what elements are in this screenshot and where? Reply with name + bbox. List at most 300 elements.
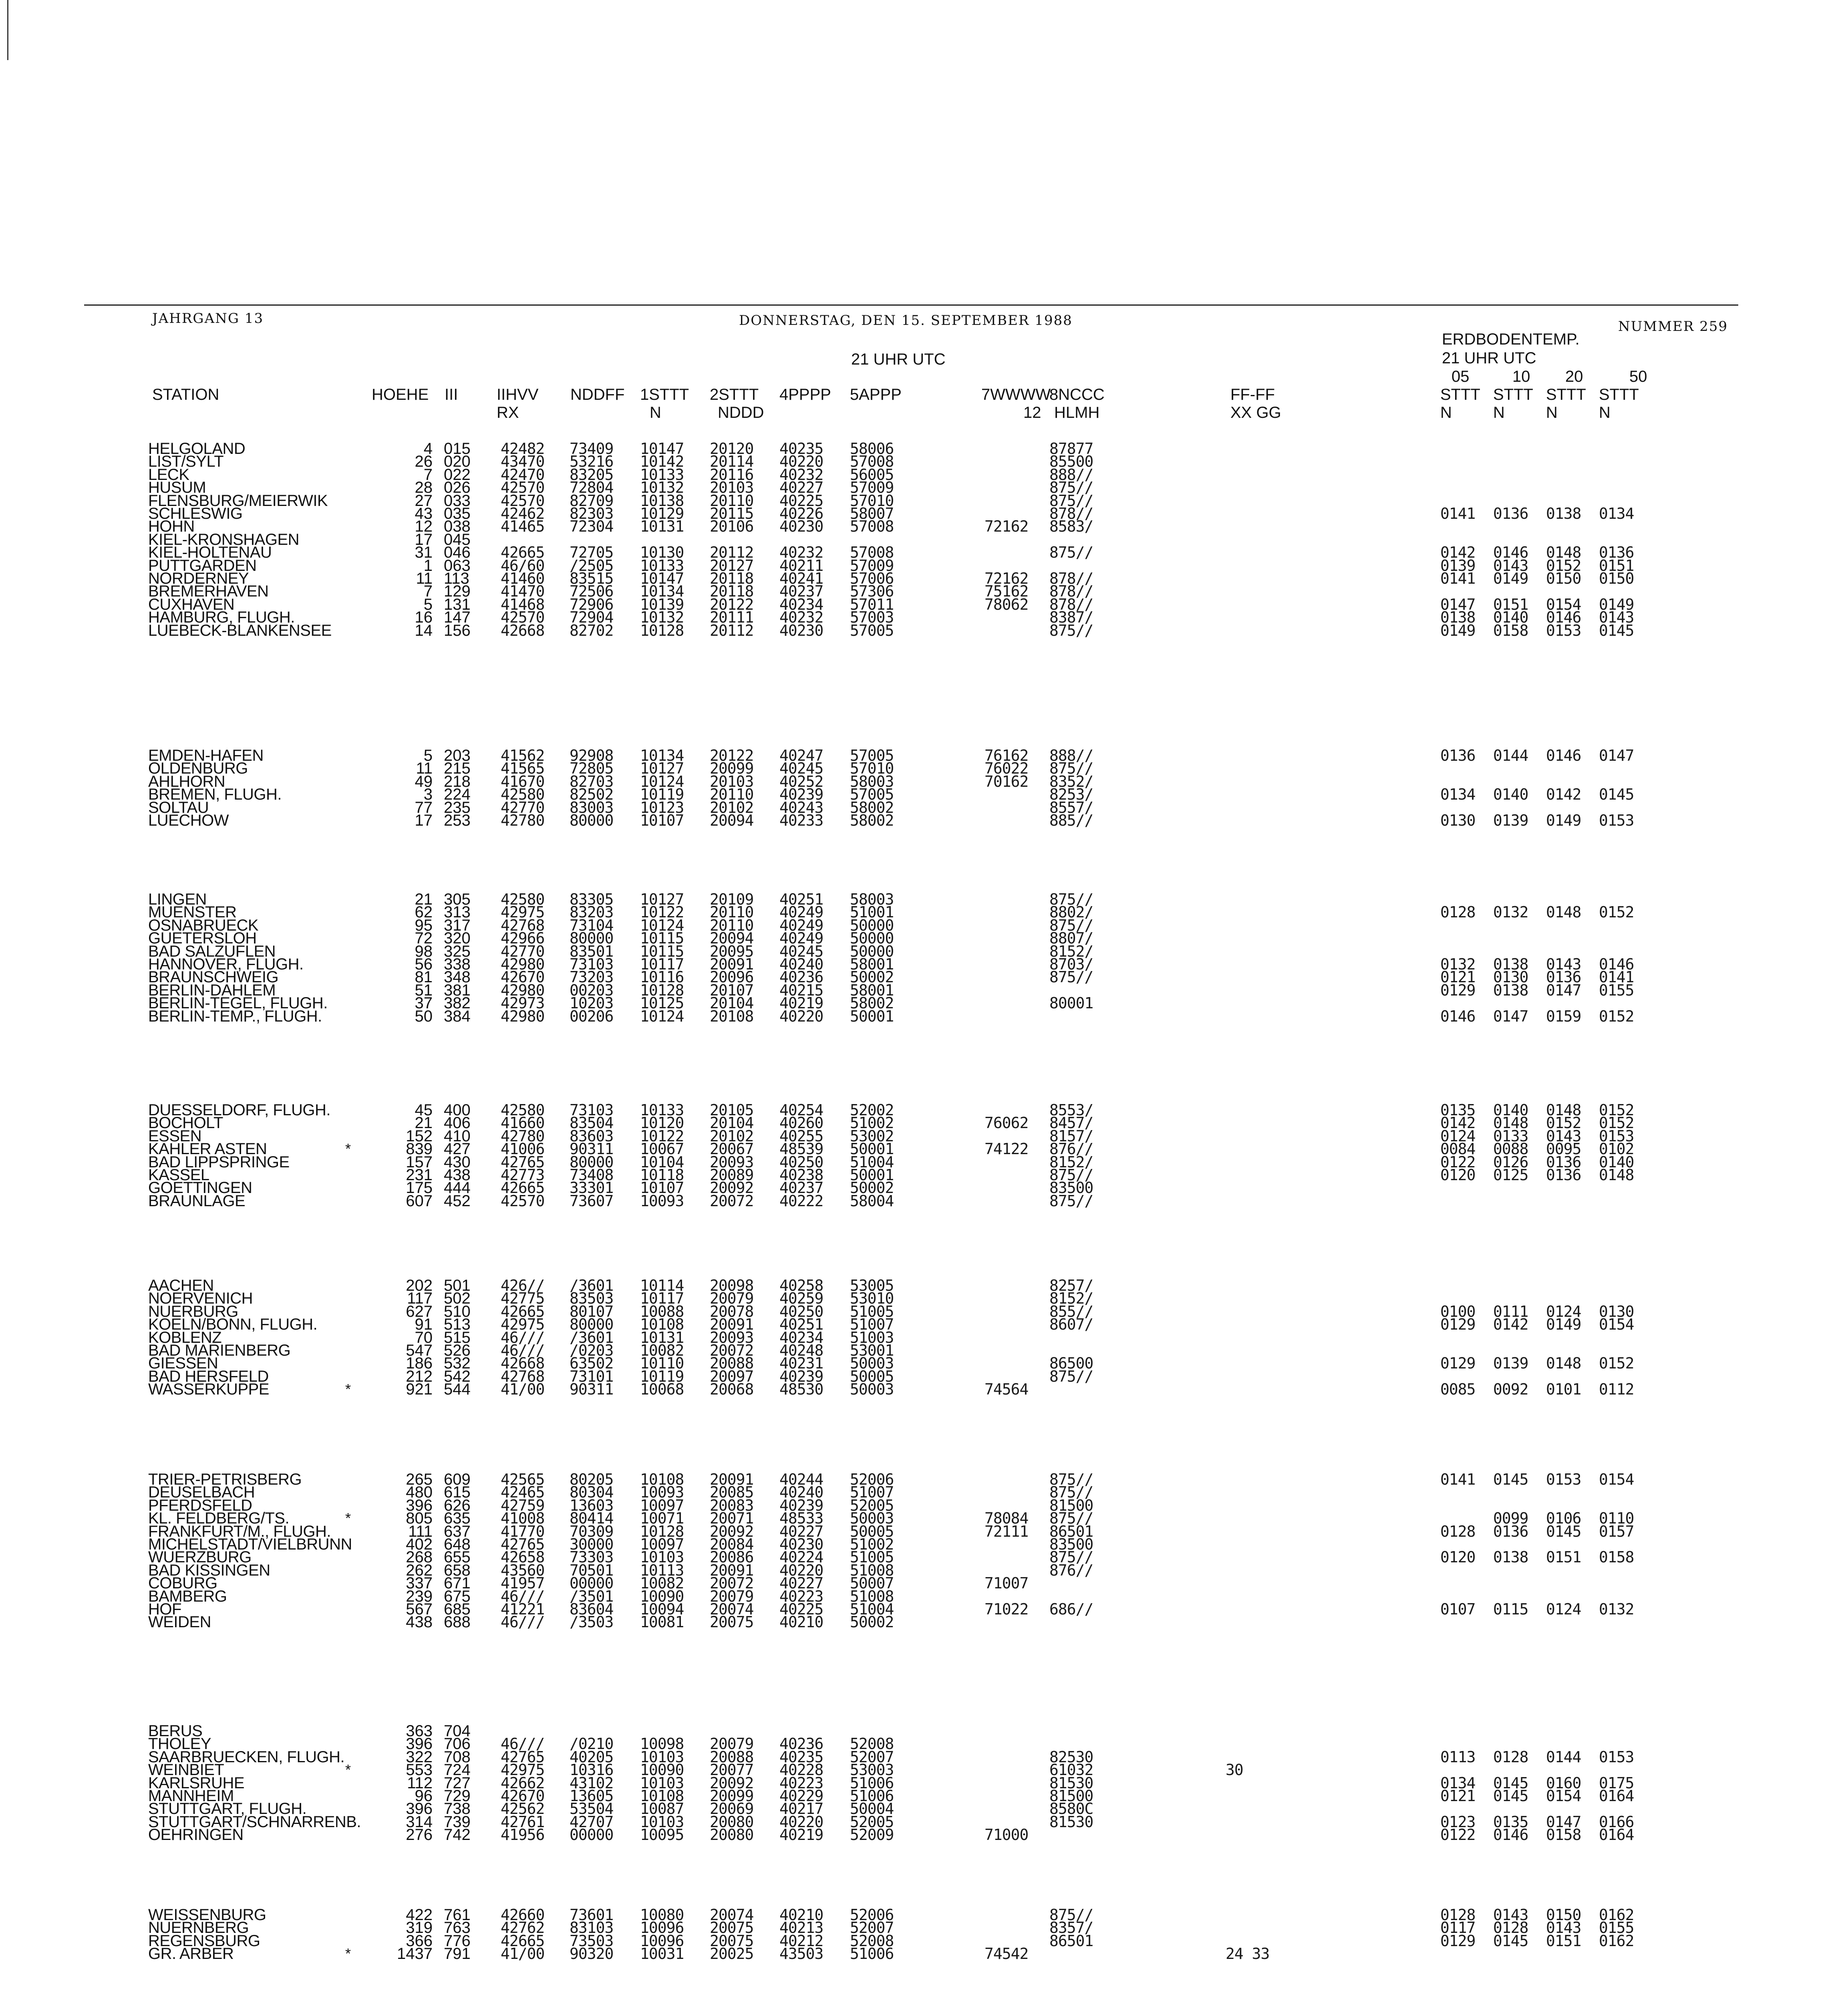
obs-value: 80001 — [1049, 994, 1093, 1012]
obs-value: 51004 — [850, 1600, 894, 1618]
obs-value: 40219 — [779, 994, 823, 1012]
obs-value: 875// — [1049, 1471, 1093, 1488]
obs-value: 0147 — [1493, 1007, 1528, 1025]
station-height: 49 — [415, 772, 433, 790]
table-row — [0, 454, 1848, 469]
obs-value: 72304 — [570, 518, 614, 536]
station-index: 724 — [444, 1761, 471, 1779]
obs-value: 50002 — [850, 1613, 894, 1631]
obs-value: 42465 — [501, 1483, 545, 1501]
station-name: BERLIN-TEGEL, FLUGH. — [148, 994, 328, 1012]
obs-value: 0121 — [1440, 1787, 1476, 1805]
obs-value: 20091 — [710, 1471, 754, 1488]
obs-value: 875// — [1049, 492, 1093, 510]
obs-value: 10139 — [640, 595, 684, 613]
obs-value: 71022 — [984, 1600, 1029, 1618]
obs-value: 0164 — [1599, 1787, 1634, 1805]
obs-value: 42759 — [501, 1496, 545, 1514]
obs-value: 0140 — [1493, 786, 1528, 804]
obs-value: 58006 — [850, 440, 894, 457]
obs-value: 20112 — [710, 544, 754, 562]
station-height: 37 — [415, 994, 433, 1012]
station-height: 50 — [415, 1007, 433, 1025]
table-row — [0, 918, 1848, 933]
obs-value: 51006 — [850, 1787, 894, 1805]
obs-value: 10031 — [640, 1945, 684, 1963]
obs-value: 40249 — [779, 916, 823, 934]
obs-value: 20093 — [710, 1153, 754, 1171]
obs-value: 83203 — [570, 903, 614, 921]
obs-value: 42670 — [501, 1787, 545, 1805]
station-name: BAD HERSFELD — [148, 1367, 269, 1385]
col-c1-bottom: RX — [497, 404, 519, 421]
station-height: 186 — [406, 1354, 433, 1372]
obs-value: 0095 — [1546, 1140, 1581, 1158]
obs-value: 40237 — [779, 1179, 823, 1197]
obs-value: 878// — [1049, 582, 1093, 600]
obs-value: 42768 — [501, 916, 545, 934]
obs-value: 888// — [1049, 465, 1093, 484]
table-row — [0, 1382, 1848, 1396]
obs-value: 0112 — [1599, 1380, 1634, 1398]
obs-value: 10088 — [640, 1302, 684, 1320]
obs-value: 83515 — [570, 570, 614, 587]
obs-value: 40239 — [779, 1496, 823, 1514]
obs-value: 80414 — [570, 1509, 614, 1527]
obs-value: 41670 — [501, 772, 545, 790]
obs-value: 0175 — [1599, 1774, 1634, 1792]
station-name: LIST/SYLT — [148, 453, 224, 471]
station-height: 262 — [406, 1561, 433, 1579]
obs-value: 0128 — [1440, 1906, 1476, 1924]
station-name: BRAUNSCHWEIG — [148, 968, 279, 986]
col-station: STATION — [152, 386, 219, 403]
obs-value: 10119 — [640, 1367, 684, 1385]
obs-value: 0158 — [1546, 1826, 1581, 1844]
station-height: 396 — [406, 1735, 433, 1753]
obs-value: 40220 — [779, 1007, 823, 1025]
obs-value: 40230 — [779, 1535, 823, 1553]
obs-value: 20112 — [710, 621, 754, 639]
obs-value: 0138 — [1493, 955, 1528, 973]
obs-value: 10116 — [640, 968, 684, 986]
obs-value: 50003 — [850, 1380, 894, 1398]
obs-value: 0128 — [1493, 1748, 1528, 1766]
station-height: 202 — [406, 1277, 433, 1294]
station-height: 1437 — [397, 1945, 433, 1963]
obs-value: 57009 — [850, 479, 894, 497]
obs-value: 875// — [1049, 760, 1093, 778]
obs-value: 10134 — [640, 747, 684, 764]
table-row — [0, 1563, 1848, 1578]
station-index: 688 — [444, 1613, 471, 1631]
station-index: 635 — [444, 1509, 471, 1527]
obs-value: 0139 — [1493, 812, 1528, 829]
obs-value: 50001 — [850, 1007, 894, 1025]
obs-value: 10082 — [640, 1574, 684, 1592]
station-name: GOETTINGEN — [148, 1179, 252, 1197]
obs-value: 42975 — [501, 1761, 545, 1779]
obs-value: 51005 — [850, 1548, 894, 1566]
station-index: 406 — [444, 1114, 471, 1132]
obs-value: 57008 — [850, 518, 894, 536]
obs-value: 0113 — [1440, 1748, 1476, 1766]
station-name: OSNABRUECK — [148, 916, 259, 934]
obs-value: 8457/ — [1049, 1114, 1093, 1132]
station-index: 708 — [444, 1748, 471, 1766]
depth-05: 05 — [1451, 368, 1470, 385]
obs-value: 0136 — [1546, 1166, 1581, 1184]
obs-value: 20094 — [710, 929, 754, 947]
obs-value: 0124 — [1546, 1600, 1581, 1618]
obs-value: 83305 — [570, 891, 614, 908]
obs-value: 73503 — [570, 1932, 614, 1950]
station-index: 147 — [444, 609, 471, 627]
obs-value: 41468 — [501, 595, 545, 613]
obs-value: 58002 — [850, 812, 894, 829]
station-name: BERUS — [148, 1722, 203, 1740]
station-index: 526 — [444, 1342, 471, 1359]
obs-value: 83500 — [1049, 1179, 1093, 1197]
obs-value: 0128 — [1493, 1919, 1528, 1937]
station-index: 026 — [444, 479, 471, 497]
col-c3-top: 1STTT — [640, 386, 689, 403]
obs-value: 73409 — [570, 440, 614, 457]
obs-value: 10081 — [640, 1613, 684, 1631]
station-index: 501 — [444, 1277, 471, 1294]
obs-value: 41956 — [501, 1826, 545, 1844]
obs-value: 40225 — [779, 1600, 823, 1618]
station-height: 51 — [415, 981, 433, 999]
station-index: 317 — [444, 916, 471, 934]
obs-value: 0129 — [1440, 1932, 1476, 1950]
obs-value: 40254 — [779, 1101, 823, 1119]
obs-value: 20115 — [710, 505, 754, 522]
obs-value: 42482 — [501, 440, 545, 457]
obs-value: 10130 — [640, 544, 684, 562]
obs-value: 87877 — [1049, 440, 1093, 457]
obs-value: 875// — [1049, 968, 1093, 986]
obs-value: 80000 — [570, 929, 614, 947]
obs-value: 10131 — [640, 1328, 684, 1346]
obs-value: 92908 — [570, 747, 614, 764]
station-index: 325 — [444, 942, 471, 960]
station-name: GR. ARBER — [148, 1945, 234, 1963]
obs-value: 40227 — [779, 479, 823, 497]
obs-value: 10082 — [640, 1342, 684, 1359]
mountain-station-marker: * — [345, 1141, 351, 1157]
obs-value: 20088 — [710, 1354, 754, 1372]
obs-value: 20120 — [710, 440, 754, 457]
obs-value: 20067 — [710, 1140, 754, 1158]
obs-value: 20084 — [710, 1535, 754, 1553]
obs-value: 42980 — [501, 1007, 545, 1025]
obs-value: 10129 — [640, 505, 684, 522]
col-c4-bottom: NDDD — [718, 404, 764, 421]
obs-value: 40230 — [779, 621, 823, 639]
obs-value: 0143 — [1599, 609, 1634, 627]
obs-value: 53005 — [850, 1277, 894, 1294]
obs-value: 0145 — [1493, 1787, 1528, 1805]
table-row — [0, 1602, 1848, 1616]
station-name: BERLIN-DAHLEM — [148, 981, 276, 999]
station-index: 338 — [444, 955, 471, 973]
obs-value: 0133 — [1493, 1127, 1528, 1145]
obs-value: 20091 — [710, 1316, 754, 1334]
obs-value: 58004 — [850, 1192, 894, 1210]
obs-value: 20072 — [710, 1192, 754, 1210]
obs-value: 10123 — [640, 798, 684, 816]
station-name: FLENSBURG/MEIERWIK — [148, 492, 328, 510]
station-height: 16 — [415, 609, 433, 627]
obs-value: 10117 — [640, 1290, 684, 1308]
obs-value: 73303 — [570, 1548, 614, 1566]
obs-value: 8352/ — [1049, 772, 1093, 790]
station-index: 742 — [444, 1826, 471, 1844]
station-index: 215 — [444, 760, 471, 778]
obs-value: 20072 — [710, 1574, 754, 1592]
obs-value: 0155 — [1599, 1919, 1634, 1937]
obs-value: 20074 — [710, 1906, 754, 1924]
station-index: 218 — [444, 772, 471, 790]
obs-value: 0142 — [1546, 786, 1581, 804]
obs-value: 8253/ — [1049, 786, 1093, 804]
station-name: WEIDEN — [148, 1613, 211, 1631]
station-name: STUTTGART/SCHNARRENB. — [148, 1813, 361, 1831]
station-name: HOF — [148, 1600, 181, 1618]
station-name: PUTTGARDEN — [148, 556, 257, 574]
obs-value: 8257/ — [1049, 1277, 1093, 1294]
station-name: HOHN — [148, 518, 195, 536]
obs-value: 10107 — [640, 812, 684, 829]
table-row — [0, 1485, 1848, 1499]
obs-value: 72804 — [570, 479, 614, 497]
obs-value: 10103 — [640, 1813, 684, 1831]
obs-value: 81530 — [1049, 1774, 1093, 1792]
obs-value: 72904 — [570, 609, 614, 627]
station-index: 513 — [444, 1316, 471, 1334]
station-height: 117 — [407, 1290, 433, 1308]
obs-value: 81500 — [1049, 1496, 1093, 1514]
obs-value: /0210 — [570, 1735, 614, 1753]
obs-value: 78084 — [984, 1509, 1029, 1527]
obs-value: 0088 — [1493, 1140, 1528, 1158]
obs-value: 82502 — [570, 786, 614, 804]
obs-value: 0136 — [1546, 968, 1581, 986]
obs-value: 40215 — [779, 981, 823, 999]
obs-value: 20104 — [710, 994, 754, 1012]
obs-value: 70501 — [570, 1561, 614, 1579]
obs-value: 82702 — [570, 621, 614, 639]
obs-value: 10117 — [640, 955, 684, 973]
obs-value: 8152/ — [1049, 1153, 1093, 1171]
station-height: 96 — [415, 1787, 433, 1805]
station-name: OEHRINGEN — [148, 1826, 244, 1844]
station-index: 444 — [444, 1179, 471, 1197]
obs-value: 10103 — [640, 1548, 684, 1566]
obs-value: 40251 — [779, 891, 823, 908]
obs-value: 52006 — [850, 1906, 894, 1924]
station-height: 337 — [406, 1574, 433, 1592]
table-row — [0, 1550, 1848, 1564]
obs-value: 0128 — [1440, 1522, 1476, 1540]
obs-value: 57008 — [850, 453, 894, 471]
obs-value: 40230 — [779, 518, 823, 536]
col-c4-top: 2STTT — [710, 386, 759, 403]
station-index: 045 — [444, 530, 471, 548]
station-height: 396 — [406, 1800, 433, 1818]
obs-value: 42562 — [501, 1800, 545, 1818]
obs-value: 0149 — [1493, 570, 1528, 587]
obs-value: 20079 — [710, 1290, 754, 1308]
obs-value: 41660 — [501, 1114, 545, 1132]
obs-value: 20068 — [710, 1380, 754, 1398]
station-height: 805 — [406, 1509, 433, 1527]
obs-value: 0150 — [1599, 570, 1634, 587]
obs-value: 20075 — [710, 1919, 754, 1937]
obs-value: 0145 — [1599, 621, 1634, 639]
obs-value: 42773 — [501, 1166, 545, 1184]
table-row — [0, 1181, 1848, 1195]
station-name: WEISSENBURG — [148, 1906, 266, 1924]
col-hoehe: HOEHE — [372, 386, 429, 403]
obs-value: 0146 — [1546, 609, 1581, 627]
obs-value: 73601 — [570, 1906, 614, 1924]
obs-value: 82303 — [570, 505, 614, 522]
obs-value: 40236 — [779, 968, 823, 986]
station-name: BAD SALZUFLEN — [148, 942, 276, 960]
station-index: 131 — [444, 595, 471, 613]
obs-value: 57003 — [850, 609, 894, 627]
obs-value: 58001 — [850, 955, 894, 973]
obs-value: 83500 — [1049, 1535, 1093, 1553]
obs-value: 0150 — [1546, 1906, 1581, 1924]
obs-value: 41221 — [501, 1600, 545, 1618]
obs-value: 0143 — [1546, 955, 1581, 973]
station-name: LUECHOW — [148, 812, 229, 829]
obs-value: 0145 — [1546, 1522, 1581, 1540]
obs-value: 40250 — [779, 1302, 823, 1320]
obs-value: 40239 — [779, 786, 823, 804]
station-height: 95 — [415, 916, 433, 934]
station-height: 152 — [406, 1127, 433, 1145]
obs-value: 81530 — [1049, 1813, 1093, 1831]
station-height: 322 — [406, 1748, 433, 1766]
col-c8-bottom: HLMH — [1054, 404, 1100, 421]
obs-value: 10090 — [640, 1761, 684, 1779]
obs-value: 51002 — [850, 1535, 894, 1553]
obs-value: 42775 — [501, 1290, 545, 1308]
obs-value: 52008 — [850, 1735, 894, 1753]
station-height: 4 — [423, 440, 433, 457]
obs-value: 46/// — [501, 1613, 545, 1631]
obs-value: 00206 — [570, 1007, 614, 1025]
obs-value: 82530 — [1049, 1748, 1093, 1766]
station-index: 348 — [444, 968, 471, 986]
station-name: LUEBECK-BLANKENSEE — [148, 621, 332, 639]
soil-col-2-n: N — [1493, 404, 1505, 421]
obs-value: 0136 — [1493, 1522, 1528, 1540]
obs-value: 0148 — [1546, 1354, 1581, 1372]
obs-value: 40228 — [779, 1761, 823, 1779]
obs-value: 42665 — [501, 1932, 545, 1950]
obs-value: 10124 — [640, 1007, 684, 1025]
obs-value: 42780 — [501, 812, 545, 829]
station-height: 28 — [415, 479, 433, 497]
obs-value: 888// — [1049, 747, 1093, 764]
obs-value: 40260 — [779, 1114, 823, 1132]
obs-value: 0140 — [1599, 1153, 1634, 1171]
obs-value: 42762 — [501, 1919, 545, 1937]
obs-value: 0138 — [1440, 609, 1476, 627]
obs-value: 0153 — [1546, 621, 1581, 639]
station-height: 17 — [415, 812, 433, 829]
station-index: 615 — [444, 1483, 471, 1501]
table-row — [0, 905, 1848, 919]
station-index: 791 — [444, 1945, 471, 1963]
table-row — [0, 1947, 1848, 1961]
obs-value: 8580C — [1049, 1800, 1093, 1818]
obs-value: 40232 — [779, 609, 823, 627]
obs-value: 0146 — [1599, 955, 1634, 973]
station-index: 776 — [444, 1932, 471, 1950]
obs-value: 0143 — [1493, 1906, 1528, 1924]
station-index: 658 — [444, 1561, 471, 1579]
obs-value: 24 33 — [1226, 1945, 1270, 1963]
table-row — [0, 1724, 1848, 1738]
obs-value: 0138 — [1493, 981, 1528, 999]
station-index: 305 — [444, 891, 471, 908]
obs-value: 20092 — [710, 1522, 754, 1540]
station-index: 706 — [444, 1735, 471, 1753]
obs-value: 426// — [501, 1277, 545, 1294]
obs-value: 0142 — [1493, 1316, 1528, 1334]
obs-value: 20091 — [710, 955, 754, 973]
obs-value: 20074 — [710, 1600, 754, 1618]
obs-value: 40211 — [779, 556, 823, 574]
station-name: LECK — [148, 465, 189, 484]
station-height: 212 — [406, 1367, 433, 1385]
obs-value: 40244 — [779, 1471, 823, 1488]
obs-value: 57005 — [850, 747, 894, 764]
station-index: 381 — [444, 981, 471, 999]
obs-value: 0111 — [1493, 1302, 1528, 1320]
station-index: 035 — [444, 505, 471, 522]
obs-value: 0141 — [1440, 570, 1476, 587]
obs-value: 42966 — [501, 929, 545, 947]
obs-value: 8152/ — [1049, 1290, 1093, 1308]
obs-value: 20092 — [710, 1774, 754, 1792]
obs-value: 875// — [1049, 1483, 1093, 1501]
col-c6: 5APPP — [850, 386, 902, 403]
station-name: BREMERHAVEN — [148, 582, 269, 600]
station-height: 72 — [415, 929, 433, 947]
station-height: 62 — [415, 903, 433, 921]
obs-value: 10128 — [640, 621, 684, 639]
obs-value: 40249 — [779, 903, 823, 921]
obs-value: 10093 — [640, 1192, 684, 1210]
obs-value: 0084 — [1440, 1140, 1476, 1158]
obs-value: 50003 — [850, 1509, 894, 1527]
obs-value: 0129 — [1440, 1354, 1476, 1372]
station-name: DUESSELDORF, FLUGH. — [148, 1101, 331, 1119]
obs-value: 53001 — [850, 1342, 894, 1359]
station-index: 609 — [444, 1471, 471, 1488]
depth-20: 20 — [1565, 368, 1583, 385]
obs-value: 8387/ — [1049, 609, 1093, 627]
obs-value: 46/// — [501, 1342, 545, 1359]
obs-value: 0122 — [1440, 1153, 1476, 1171]
